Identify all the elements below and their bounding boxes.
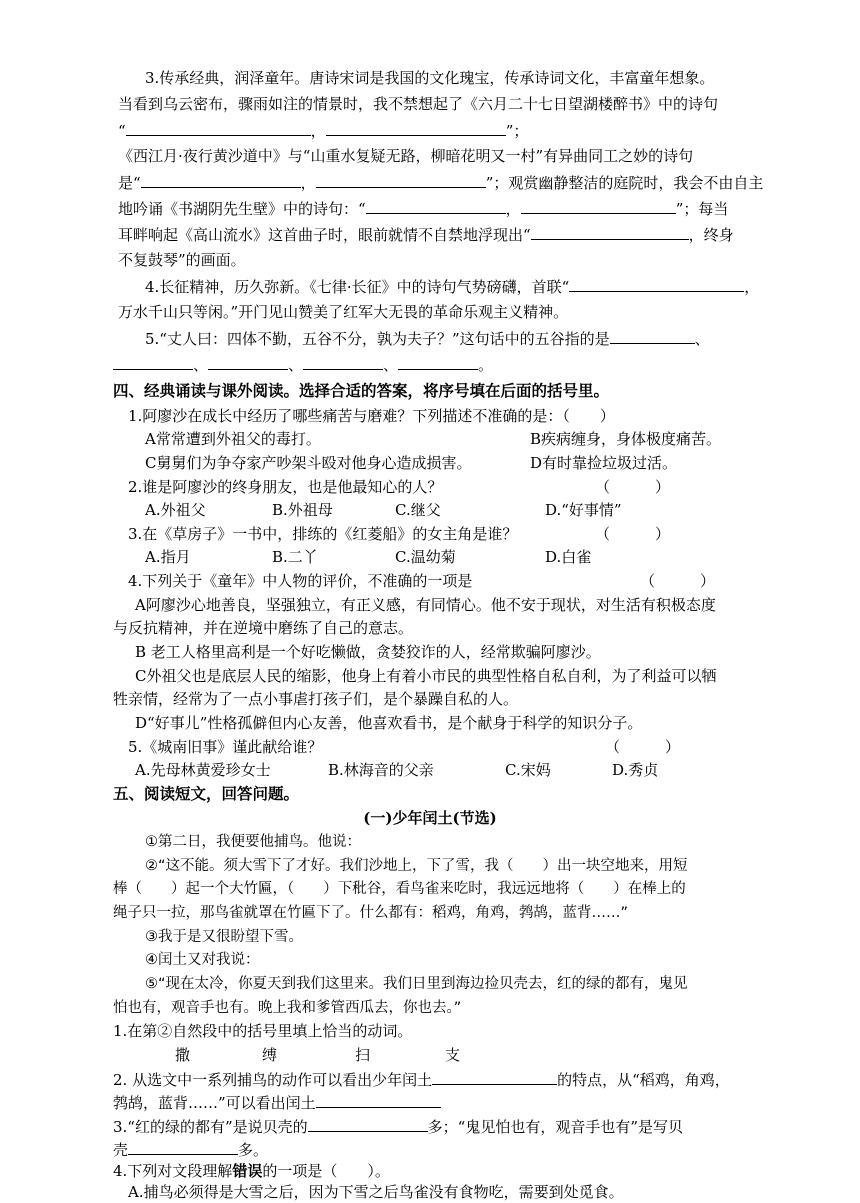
s5-q4: 4.下列对文段理解错误的一项是（ ）。 — [113, 1162, 390, 1181]
s4-q2-option-d[interactable]: D.“好事情” — [545, 501, 622, 520]
s4-q3-option-b[interactable]: B.二丫 — [272, 548, 318, 567]
s4-q3-option-a[interactable]: A.指月 — [145, 548, 191, 567]
passage-para-5-line-2: 怕也有，观音手也有。晚上我和爹管西瓜去，你也去。” — [113, 999, 462, 1016]
answer-blank[interactable] — [316, 171, 486, 188]
s5-q1: 1.在第②自然段中的括号里填上恰当的动词。 — [113, 1022, 413, 1041]
answer-blank[interactable] — [569, 275, 744, 292]
answer-blank[interactable] — [398, 353, 478, 370]
passage-para-4: ④闰土又对我说： — [145, 952, 260, 969]
s5-q2-line-1: 2. 从选文中一系列捕鸟的动作可以看出少年闰土 的特点，从“稻鸡，角鸡， — [113, 1068, 730, 1091]
q3-line-5: 是“ ， ”；观赏幽静整洁的庭院时，我会不由自主 — [118, 171, 763, 194]
answer-blank[interactable] — [126, 119, 311, 136]
s4-q2-option-b[interactable]: B.外祖母 — [272, 501, 333, 520]
answer-blank[interactable] — [141, 171, 301, 188]
section-5-title: 五、阅读短文，回答问题。 — [113, 783, 300, 803]
s4-q4-option-d[interactable]: D“好事儿”性格孤僻但内心友善，他喜欢看书，是个献身于科学的知识分子。 — [135, 713, 643, 732]
q3-line-4: 《西江月·夜行黄沙道中》与“山重水复疑无路，柳暗花明又一村”有异曲同工之妙的诗句 — [118, 147, 694, 165]
s5-q3-line-1: 3.“红的绿的都有”是说贝壳的 多；“鬼见怕也有，观音手也有”是写贝 — [113, 1115, 683, 1138]
verb-option: 支 — [445, 1045, 461, 1064]
q4-line-1: 4.长征精神，历久弥新。《七律·长征》中的诗句气势磅礴，首联“ ， — [145, 275, 759, 298]
s4-q4-option-a-line-2: 与反抗精神，并在逆境中磨练了自己的意志。 — [113, 619, 414, 638]
section-4-title: 四、经典诵读与课外阅读。选择合适的答案，将序号填在后面的括号里。 — [113, 381, 610, 400]
s4-q1-option-a[interactable]: A常常遭到外祖父的毒打。 — [145, 430, 321, 449]
passage-title: (一)少年闰土(节选) — [363, 808, 497, 827]
q5-line-1: 5.“丈人曰：四体不勤，五谷不分，孰为夫子？”这句话中的五谷指的是 、 — [145, 327, 710, 350]
q3-line-8: 不复鼓琴”的画面。 — [118, 251, 246, 269]
s4-q2-option-a[interactable]: A.外祖父 — [145, 501, 206, 520]
answer-blank[interactable] — [113, 353, 193, 370]
verb-option: 撒 — [175, 1045, 191, 1064]
answer-blank[interactable] — [128, 1138, 238, 1155]
answer-blank[interactable] — [326, 119, 506, 136]
answer-blank[interactable] — [208, 353, 288, 370]
s4-q5-option-b[interactable]: B.林海音的父亲 — [328, 761, 434, 780]
s4-q4: 4.下列关于《童年》中人物的评价，不准确的一项是 — [128, 572, 473, 591]
q3-line-3: “ ， ”； — [118, 119, 528, 142]
s4-q5: 5.《城南旧事》谨此献给谁？ — [128, 737, 323, 756]
verb-option: 缚 — [262, 1045, 278, 1064]
passage-para-3: ③我于是又很盼望下雪。 — [145, 928, 303, 945]
s4-q1-option-d[interactable]: D有时靠捡垃圾过活。 — [530, 453, 678, 472]
s4-q4-option-a-line-1[interactable]: A阿廖沙心地善良，坚强独立，有正义感，有同情心。他不安于现状，对生活有积极态度 — [135, 595, 716, 614]
s4-q5-option-c[interactable]: C.宋妈 — [505, 761, 551, 780]
answer-blank[interactable] — [303, 353, 383, 370]
q3-line-1: 3.传承经典，润泽童年。唐诗宋词是我国的文化瑰宝，传承诗词文化，丰富童年想象。 — [145, 69, 715, 87]
s4-q4-option-c-line-1[interactable]: C外祖父也是底层人民的缩影，他身上有着小市民的典型性格自私自利，为了利益可以牺 — [135, 666, 717, 685]
q3-line-7: 耳畔响起《高山流水》这首曲子时，眼前就情不自禁地浮现出“ ，终身 — [118, 223, 734, 246]
s4-q1-option-c[interactable]: C舅舅们为争夺家产吵架斗殴对他身心造成损害。 — [145, 453, 472, 472]
verb-option: 扫 — [355, 1045, 371, 1064]
passage-para-1: ①第二日，我便要他捕鸟。他说： — [145, 834, 361, 851]
s4-q3-option-d[interactable]: D.白雀 — [545, 548, 592, 567]
s4-q2-answer-paren[interactable]: （ ） — [595, 477, 671, 496]
s5-q4-option-a[interactable]: A.捕鸟必须得是大雪之后，因为下雪之后鸟雀没有食物吃，需要到处觅食。 — [128, 1183, 624, 1201]
passage-para-2-line-3: 绳子只一拉，那鸟雀就罩在竹匾下了。什么都有：稻鸡，角鸡，鹁鸪，蓝背……” — [113, 905, 629, 922]
passage-para-2-line-2: 棒（ ）起一个大竹匾，（ ）下秕谷，看鸟雀来吃时，我远远地将（ ）在棒上的 — [113, 881, 686, 898]
s4-q2: 2.谁是阿廖沙的终身朋友，也是他最知心的人？ — [128, 477, 443, 496]
q5-line-2: 、 、 、 。 — [113, 353, 493, 376]
answer-blank[interactable] — [521, 197, 676, 214]
answer-blank[interactable] — [316, 1091, 441, 1108]
s5-q2-line-2: 鹁鸪，蓝背……”可以看出闰土 — [113, 1091, 441, 1114]
s4-q5-option-d[interactable]: D.秀贞 — [612, 761, 659, 780]
answer-blank[interactable] — [531, 223, 689, 240]
s4-q3: 3.在《草房子》一书中，排练的《红菱船》的女主角是谁？ — [128, 524, 518, 543]
answer-blank[interactable] — [432, 1068, 557, 1085]
s4-q5-answer-paren[interactable]: （ ） — [605, 737, 681, 756]
s4-q3-option-c[interactable]: C.温幼菊 — [395, 548, 456, 567]
s4-q3-answer-paren[interactable]: （ ） — [595, 524, 671, 543]
s4-q2-option-c[interactable]: C.继父 — [395, 501, 441, 520]
s4-q1-option-b[interactable]: B疾病缠身，身体极度痛苦。 — [530, 430, 722, 449]
answer-blank[interactable] — [308, 1115, 428, 1132]
s4-q1: 1.阿廖沙在成长中经历了哪些痛苦与磨难？下列描述不准确的是：（ ） — [128, 406, 615, 425]
s4-q5-option-a[interactable]: A.先母林黄爱珍女士 — [135, 761, 271, 780]
passage-para-5-line-1: ⑤“现在太冷，你夏天到我们这里来。我们日里到海边捡贝壳去，红的绿的都有，鬼见 — [145, 975, 688, 992]
s5-q3-line-2: 壳 多。 — [113, 1138, 268, 1161]
q4-line-2: 万水千山只等闲。”开门见山赞美了红军大无畏的革命乐观主义精神。 — [118, 303, 569, 321]
s4-q4-answer-paren[interactable]: （ ） — [640, 572, 716, 591]
s4-q4-option-b[interactable]: B 老工人格里高利是一个好吃懒做，贪婪狡诈的人，经常欺骗阿廖沙。 — [135, 643, 601, 662]
q3-line-6: 地吟诵《书湖阴先生壁》中的诗句：“ ， ”；每当 — [118, 197, 728, 220]
answer-blank[interactable] — [610, 327, 695, 344]
answer-blank[interactable] — [366, 197, 506, 214]
q3-line-2: 当看到乌云密布，骤雨如注的情景时，我不禁想起了《六月二十七日望湖楼醉书》中的诗句 — [118, 95, 719, 113]
passage-para-2-line-1: ②“这不能。须大雪下了才好。我们沙地上，下了雪，我（ ）出一块空地来，用短 — [145, 857, 688, 874]
s4-q4-option-c-line-2: 牲亲情，经常为了一点小事虐打孩子们，是个暴躁自私的人。 — [113, 690, 519, 709]
